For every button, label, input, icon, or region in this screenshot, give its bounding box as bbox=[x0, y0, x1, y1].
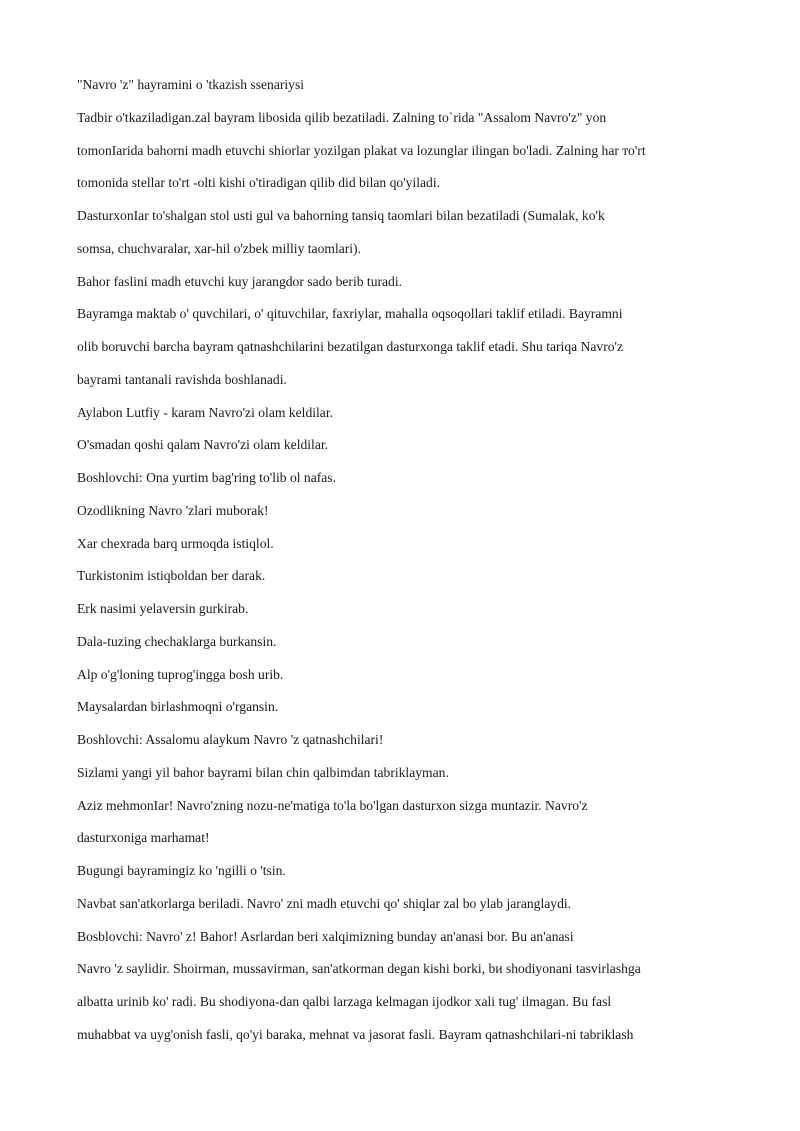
text-line: Bugungi bayramingiz ko 'ngilli o 'tsin. bbox=[77, 863, 286, 878]
text-line: somsa, chuchvaralar, xar-hil o'zbek milliy taomlari). bbox=[77, 240, 361, 256]
text-line: Navbat san'atkorlarga beriladi. Navro' zni madh etuvchi qo' shiqlar zal bo ylab jaranglaydi. bbox=[77, 895, 572, 911]
text-line: Boshlovchi: Assalomu alaykum Navro 'z qatnashchilari! bbox=[77, 732, 384, 747]
poem-line: Xar chexrada barq urmoqda istiqlol. bbox=[77, 535, 274, 551]
poem-line: O'smadan qoshi qalam Navro'zi olam keldilar. bbox=[77, 437, 329, 453]
text-line: muhabbat va uyg'onish fasli, qo'yi baraka, mehnat va jasorat fasli. Bayram qatnashchilari-ni tabriklash bbox=[77, 1026, 634, 1042]
text-line: Navro 'z saylidir. Shoirman, mussavirman, san'atkorman degan kishi borki, bи shodiyonani tasvirlashga bbox=[77, 961, 641, 977]
text-line: Sizlami yangi yil bahor bayrami bilan chin qalbimdan tabriklayman. bbox=[77, 764, 449, 780]
text-line: bayrami tantanali ravishda boshlanadi. bbox=[77, 371, 287, 387]
poem-line: Erk nasimi yelaversin gurkirab. bbox=[77, 601, 249, 616]
document-title: "Navro 'z" hayramini o 'tkazish ssenariysi bbox=[77, 77, 305, 92]
poem-line: Ozodlikning Navro 'zlari muborak! bbox=[77, 502, 269, 518]
text-line: dasturxoniga marhamat! bbox=[77, 830, 210, 846]
poem-line: Aylabon Lutfiy - karam Navro'zi olam keldilar. bbox=[77, 404, 334, 420]
text-line: Tadbir o'tkaziladigan.zal bayram libosida qilib bezatiladi. Zalning to`rida "Assalom Navro'z" yon bbox=[77, 109, 607, 125]
text-line: olib boruvchi barcha bayram qatnashchilarini bezatilgan dasturxonga taklif etadi. Shu tariqa Navro'z bbox=[77, 339, 624, 354]
text-line: DasturxonIar to'shalgan stol usti gul va bahorning tansiq taomlari bilan bezatiladi (Sumalak, ko'k bbox=[77, 208, 605, 223]
text-line: tomonIarida bahorni madh etuvchi shiorlar yozilgan plakat va lozunglar ilingan bo'ladi. Zalning har то'rt bbox=[77, 142, 646, 158]
poem-line: Boshlovchi: Ona yurtim bag'ring to'lib ol nafas. bbox=[77, 470, 336, 485]
text-line: tomonida stellar to'rt -olti kishi o'tiradigan qilib did bilan qo'yiladi. bbox=[77, 175, 441, 191]
poem-line: Dala-tuzing chechaklarga burkansin. bbox=[77, 633, 277, 649]
poem-line: Maysalardan birlashmoqni o'rgansin. bbox=[77, 699, 279, 715]
text-line: albatta urinib ko' radi. Bu shodiyona-dan qalbi larzaga kelmagan ijodkor xali tug' ilmagan. Bu fasl bbox=[77, 994, 612, 1009]
text-line: Bayramga maktab o' quvchilari, o' qituvchilar, faxriylar, mahalla oqsoqollari taklif etiladi. Bayramni bbox=[77, 306, 623, 322]
poem-line: Turkistonim istiqboldan ber darak. bbox=[77, 568, 266, 584]
text-line: Bosblovchi: Navro' z! Bahor! Asrlardan beri xalqimizning bunday an'anasi bor. Bu an'anasi bbox=[77, 928, 574, 944]
text-line: Aziz mehmonIar! Navro'zning nozu-ne'matiga to'la bo'lgan dasturxon sizga muntazir. Navro'z bbox=[77, 797, 588, 813]
poem-line: Alp o'g'loning tuprog'ingga bosh urib. bbox=[77, 666, 284, 682]
document-text bbox=[77, 75, 727, 1058]
text-line: Bahor faslini madh etuvchi kuy jarangdor sado berib turadi. bbox=[77, 273, 403, 289]
